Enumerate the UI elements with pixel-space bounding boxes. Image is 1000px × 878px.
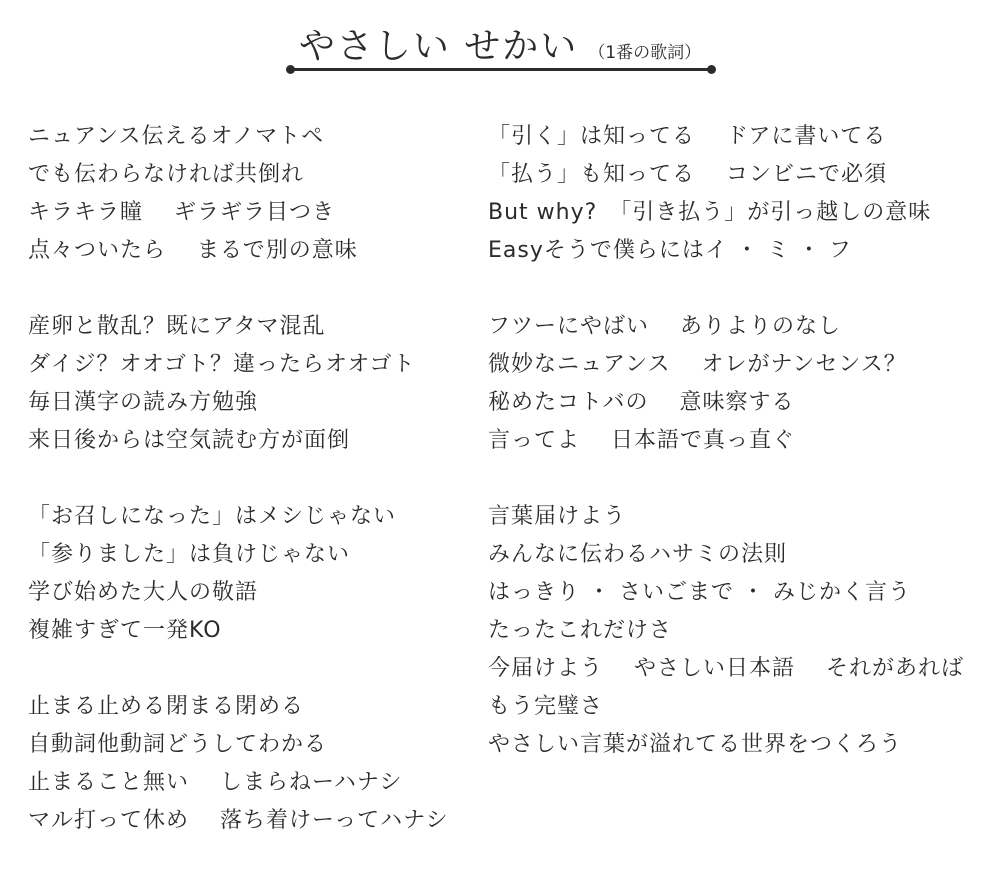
page-subtitle: （1番の歌詞）: [588, 43, 702, 63]
lyric-line: 「払う」も知ってる コンビニで必須: [488, 162, 887, 187]
title-block: [0, 18, 1000, 69]
lyrics-column-right: [488, 118, 988, 802]
lyric-line: 「引く」は知ってる ドアに書いてる: [488, 124, 887, 149]
lyric-line: 微妙なニュアンス オレがナンセンス？: [488, 352, 907, 377]
lyric-line: 点々ついたら まるで別の意味: [28, 238, 358, 263]
stanza: [28, 118, 468, 270]
lyric-line: でも伝わらなければ共倒れ: [28, 162, 305, 187]
lyric-line: 複雑すぎて一発KO: [28, 618, 222, 643]
lyric-line: 「お召しになった」はメシじゃない: [28, 504, 397, 529]
lyric-line: みんなに伝わるハサミの法則: [488, 542, 788, 567]
stanza: [28, 688, 468, 840]
lyric-line: もう完璧さ: [488, 694, 604, 719]
lyric-line: 「参りました」は負けじゃない: [28, 542, 351, 567]
lyric-line: ニュアンス伝えるオノマトペ: [28, 124, 325, 149]
stanza: [488, 118, 988, 270]
stanza: [488, 498, 988, 764]
lyric-line: Easyそうで僕らにはイ ・ ミ ・ フ: [488, 238, 852, 263]
lyric-line: はっきり ・ さいごまで ・ みじかく言う: [488, 580, 911, 605]
lyric-line: 言葉届けよう: [488, 504, 627, 529]
lyric-line: やさしい言葉が溢れてる世界をつくろう: [488, 732, 903, 757]
underline-right-dot: [707, 65, 716, 74]
lyric-line: 今届けよう やさしい日本語 それがあれば: [488, 656, 964, 681]
stanza: [488, 308, 988, 460]
lyrics-column-left: [28, 118, 468, 878]
lyric-line: 学び始めた大人の敬語: [28, 580, 259, 605]
lyric-line: 自動詞他動詞どうしてわかる: [28, 732, 328, 757]
underline-left-dot: [286, 65, 295, 74]
lyric-line: マル打って休め 落ち着けーってハナシ: [28, 808, 449, 833]
lyric-line: But why? 「引き払う」が引っ越しの意味: [488, 200, 932, 225]
lyric-line: フツーにやばい ありよりのなし: [488, 314, 841, 339]
lyric-line: キラキラ瞳 ギラギラ目つき: [28, 200, 335, 225]
lyric-line: 秘めたコトバの 意味察する: [488, 390, 795, 415]
lyric-line: 止まること無い しまらねーハナシ: [28, 770, 403, 795]
stanza: [28, 308, 468, 460]
title-underline: [290, 68, 712, 71]
lyric-line: 止まる止める閉まる閉める: [28, 694, 305, 719]
page-title: やさしい せかい: [298, 26, 579, 67]
lyric-line: 産卵と散乱？既にアタマ混乱: [28, 314, 326, 339]
lyric-line: たったこれだけさ: [488, 618, 673, 643]
lyric-line: 来日後からは空気読む方が面倒: [28, 428, 351, 453]
stanza: [28, 498, 468, 650]
lyric-line: 言ってよ 日本語で真っ直ぐ: [488, 428, 795, 453]
lyric-line: 毎日漢字の読み方勉強: [28, 390, 259, 415]
lyric-line: ダイジ？オオゴト？違ったらオオゴト: [28, 352, 416, 377]
